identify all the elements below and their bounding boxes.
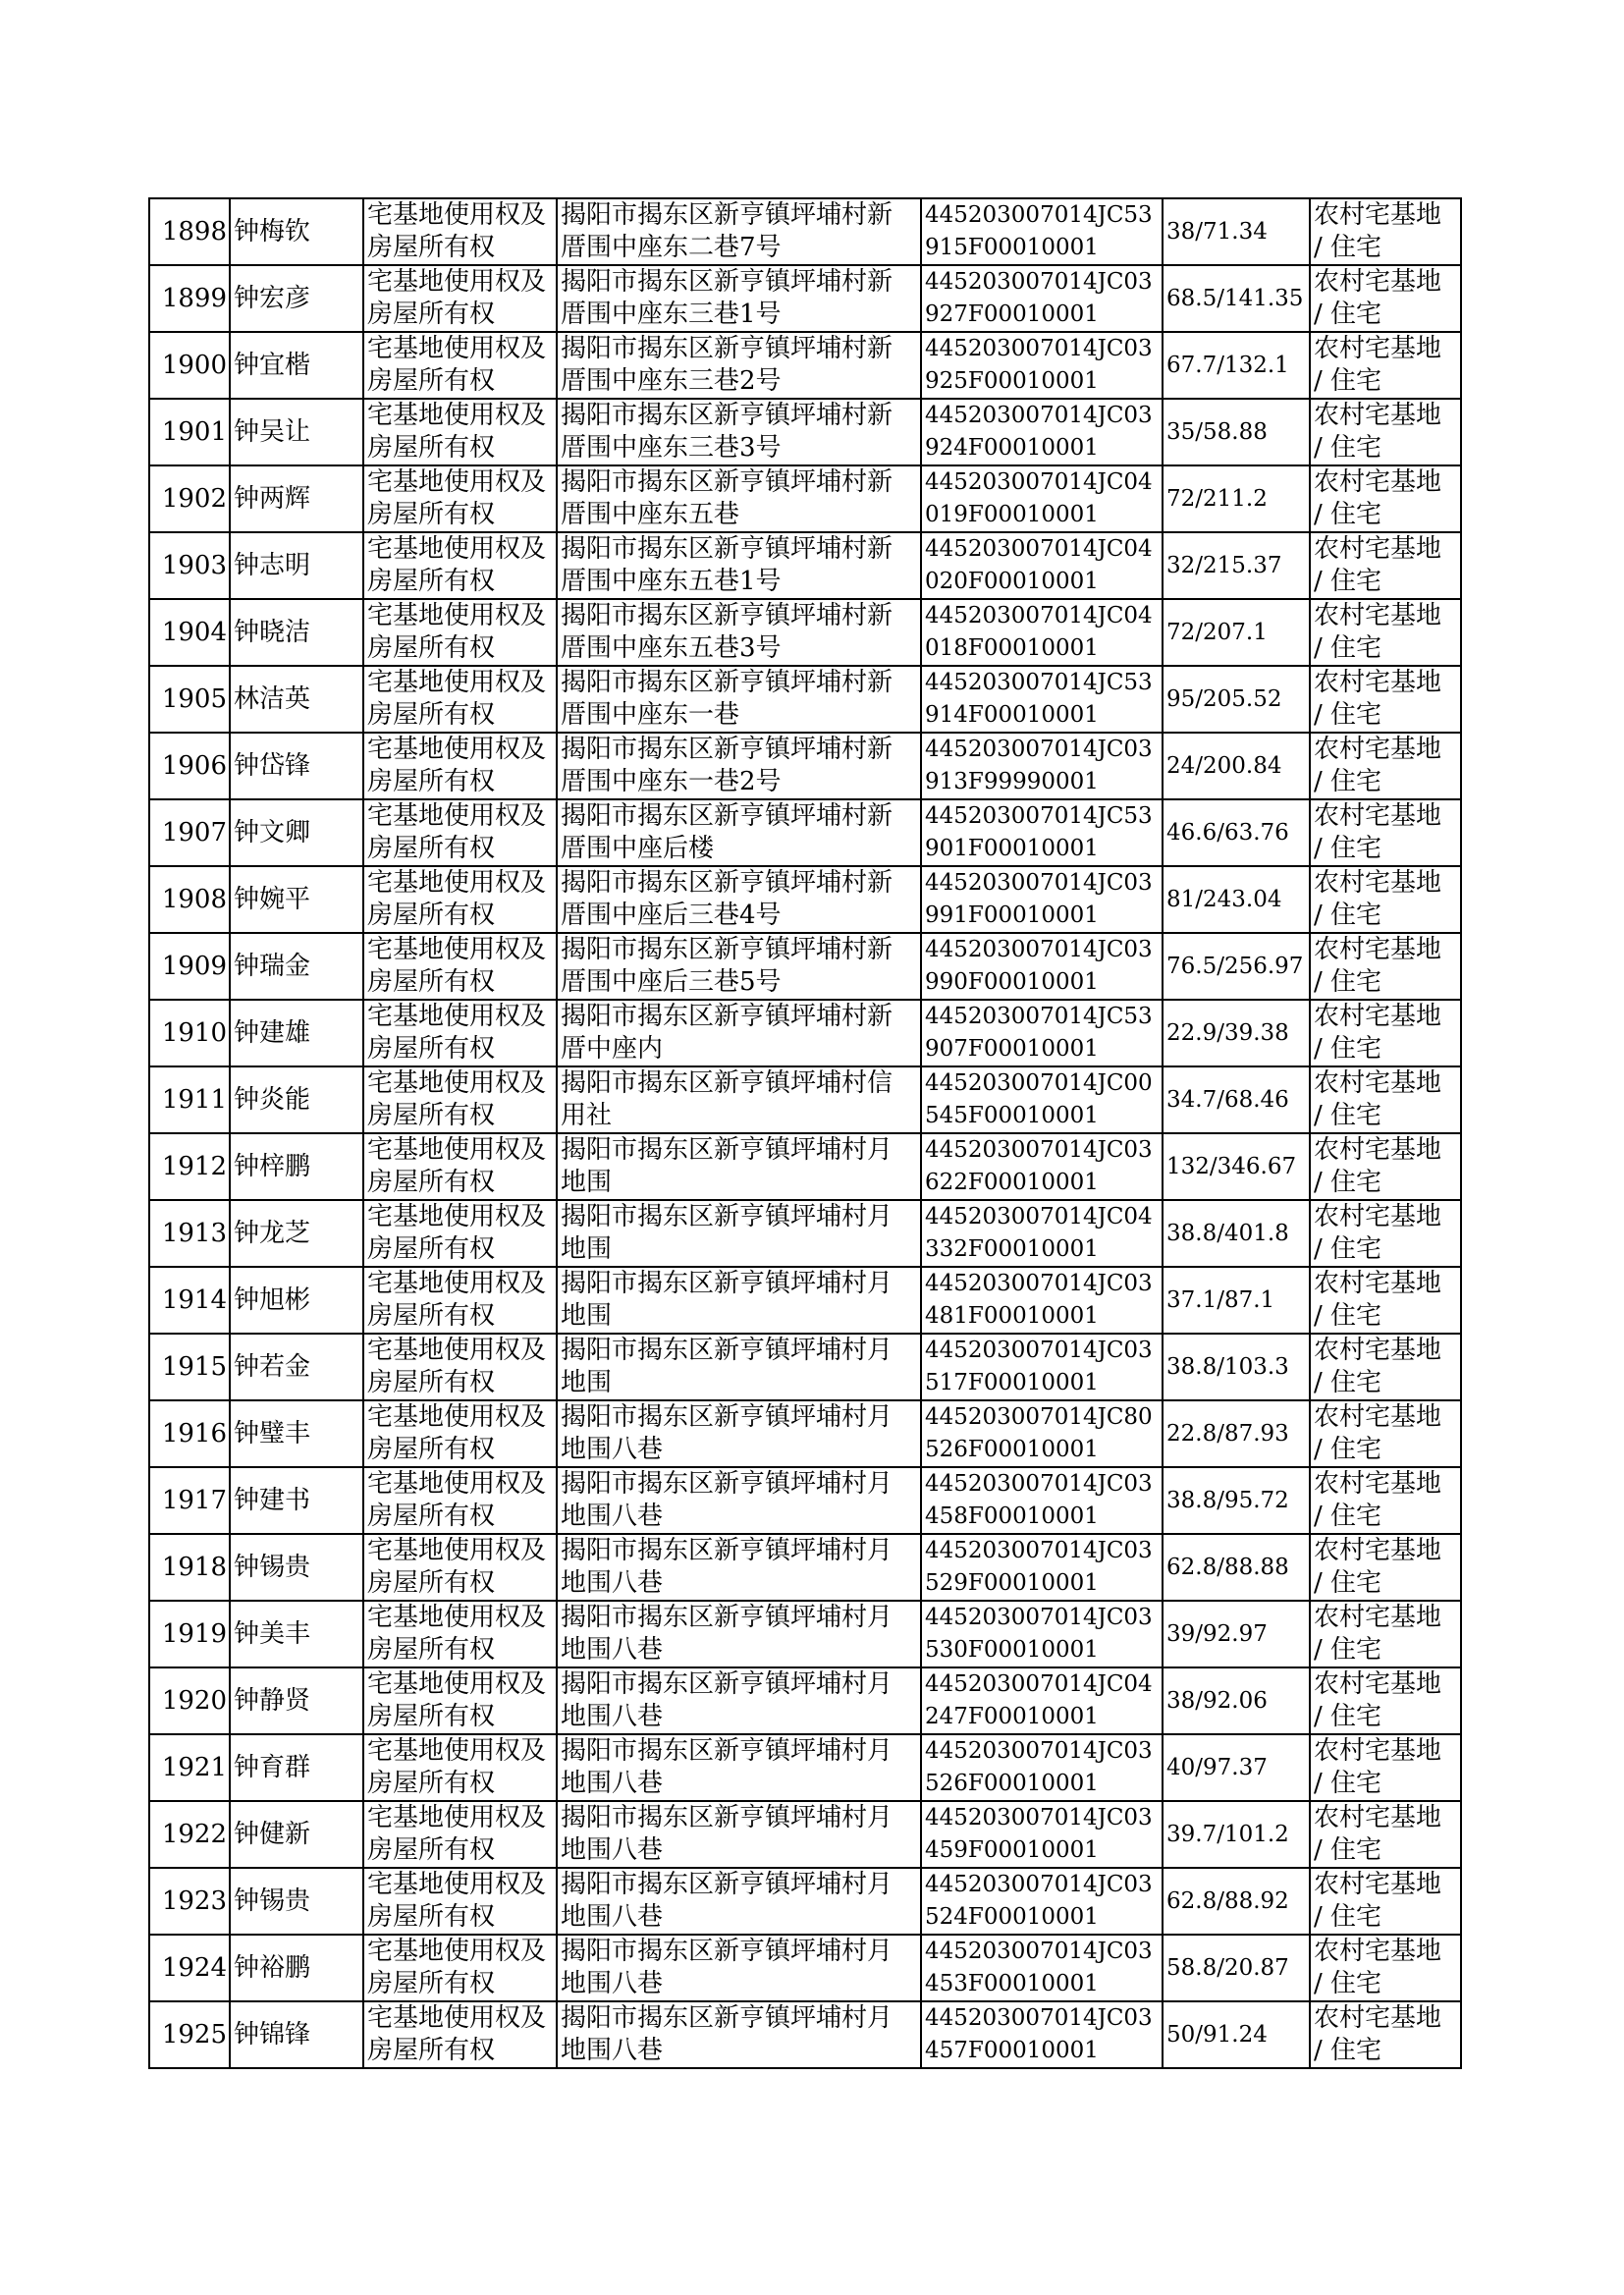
- row-number-cell: 1901: [149, 399, 230, 465]
- property-address-cell: 揭阳市揭东区新亨镇坪埔村月地围: [557, 1267, 921, 1334]
- unit-code-cell: 445203007014JC04020F00010001: [921, 532, 1163, 599]
- area-value-cell: 39/92.97: [1163, 1601, 1310, 1667]
- row-number-cell: 1925: [149, 2001, 230, 2068]
- right-type-cell: 宅基地使用权及房屋所有权: [363, 933, 557, 1000]
- row-number-cell: 1903: [149, 532, 230, 599]
- area-value-cell: 38.8/103.3: [1163, 1334, 1310, 1400]
- right-type-cell: 宅基地使用权及房屋所有权: [363, 198, 557, 265]
- owner-name-cell: 钟若金: [230, 1334, 363, 1400]
- unit-code-cell: 445203007014JC04332F00010001: [921, 1200, 1163, 1267]
- owner-name-cell: 钟建书: [230, 1467, 363, 1534]
- property-address-cell: 揭阳市揭东区新亨镇坪埔村新厝围中座东三巷3号: [557, 399, 921, 465]
- owner-name-cell: 钟旭彬: [230, 1267, 363, 1334]
- land-use-cell: 农村宅基地 / 住宅: [1310, 1467, 1461, 1534]
- area-value-cell: 46.6/63.76: [1163, 799, 1310, 866]
- owner-name-cell: 钟美丰: [230, 1601, 363, 1667]
- owner-name-cell: 钟宜楷: [230, 332, 363, 399]
- row-number-cell: 1924: [149, 1935, 230, 2001]
- area-value-cell: 72/211.2: [1163, 465, 1310, 532]
- table-row: [149, 265, 1461, 332]
- land-use-cell: 农村宅基地 / 住宅: [1310, 1267, 1461, 1334]
- unit-code-cell: 445203007014JC00545F00010001: [921, 1066, 1163, 1133]
- property-address-cell: 揭阳市揭东区新亨镇坪埔村月地围: [557, 1133, 921, 1200]
- row-number-cell: 1906: [149, 733, 230, 799]
- unit-code-cell: 445203007014JC04019F00010001: [921, 465, 1163, 532]
- unit-code-cell: 445203007014JC03458F00010001: [921, 1467, 1163, 1534]
- area-value-cell: 35/58.88: [1163, 399, 1310, 465]
- table-row: [149, 1467, 1461, 1534]
- right-type-cell: 宅基地使用权及房屋所有权: [363, 1200, 557, 1267]
- land-use-cell: 农村宅基地 / 住宅: [1310, 1133, 1461, 1200]
- area-value-cell: 81/243.04: [1163, 866, 1310, 933]
- unit-code-cell: 445203007014JC03529F00010001: [921, 1534, 1163, 1601]
- unit-code-cell: 445203007014JC80526F00010001: [921, 1400, 1163, 1467]
- unit-code-cell: 445203007014JC53914F00010001: [921, 666, 1163, 733]
- area-value-cell: 39.7/101.2: [1163, 1801, 1310, 1868]
- land-use-cell: 农村宅基地 / 住宅: [1310, 1400, 1461, 1467]
- area-value-cell: 38.8/95.72: [1163, 1467, 1310, 1534]
- land-use-cell: 农村宅基地 / 住宅: [1310, 332, 1461, 399]
- land-use-cell: 农村宅基地 / 住宅: [1310, 1200, 1461, 1267]
- property-address-cell: 揭阳市揭东区新亨镇坪埔村月地围: [557, 1200, 921, 1267]
- row-number-cell: 1918: [149, 1534, 230, 1601]
- unit-code-cell: 445203007014JC03991F00010001: [921, 866, 1163, 933]
- property-address-cell: 揭阳市揭东区新亨镇坪埔村月地围八巷: [557, 1601, 921, 1667]
- land-use-cell: 农村宅基地 / 住宅: [1310, 1000, 1461, 1066]
- land-use-cell: 农村宅基地 / 住宅: [1310, 1667, 1461, 1734]
- property-address-cell: 揭阳市揭东区新亨镇坪埔村月地围八巷: [557, 1734, 921, 1801]
- table-row: [149, 1066, 1461, 1133]
- row-number-cell: 1899: [149, 265, 230, 332]
- unit-code-cell: 445203007014JC04247F00010001: [921, 1667, 1163, 1734]
- right-type-cell: 宅基地使用权及房屋所有权: [363, 265, 557, 332]
- area-value-cell: 38/92.06: [1163, 1667, 1310, 1734]
- property-address-cell: 揭阳市揭东区新亨镇坪埔村新厝围中座东五巷3号: [557, 599, 921, 666]
- area-value-cell: 22.8/87.93: [1163, 1400, 1310, 1467]
- owner-name-cell: 钟建雄: [230, 1000, 363, 1066]
- owner-name-cell: 钟锦锋: [230, 2001, 363, 2068]
- area-value-cell: 62.8/88.92: [1163, 1868, 1310, 1935]
- table-row: [149, 465, 1461, 532]
- area-value-cell: 132/346.67: [1163, 1133, 1310, 1200]
- area-value-cell: 32/215.37: [1163, 532, 1310, 599]
- table-row: [149, 1667, 1461, 1734]
- land-use-cell: 农村宅基地 / 住宅: [1310, 1868, 1461, 1935]
- right-type-cell: 宅基地使用权及房屋所有权: [363, 1935, 557, 2001]
- property-address-cell: 揭阳市揭东区新亨镇坪埔村新厝围中座后三巷5号: [557, 933, 921, 1000]
- area-value-cell: 34.7/68.46: [1163, 1066, 1310, 1133]
- area-value-cell: 68.5/141.35: [1163, 265, 1310, 332]
- area-value-cell: 22.9/39.38: [1163, 1000, 1310, 1066]
- owner-name-cell: 钟龙芝: [230, 1200, 363, 1267]
- owner-name-cell: 钟文卿: [230, 799, 363, 866]
- table-row: [149, 1267, 1461, 1334]
- table-row: [149, 1734, 1461, 1801]
- table-row: [149, 1200, 1461, 1267]
- property-rights-table: [148, 197, 1462, 2069]
- unit-code-cell: 445203007014JC03925F00010001: [921, 332, 1163, 399]
- right-type-cell: 宅基地使用权及房屋所有权: [363, 799, 557, 866]
- row-number-cell: 1915: [149, 1334, 230, 1400]
- row-number-cell: 1909: [149, 933, 230, 1000]
- land-use-cell: 农村宅基地 / 住宅: [1310, 866, 1461, 933]
- row-number-cell: 1920: [149, 1667, 230, 1734]
- right-type-cell: 宅基地使用权及房屋所有权: [363, 1868, 557, 1935]
- area-value-cell: 58.8/20.87: [1163, 1935, 1310, 2001]
- owner-name-cell: 钟瑞金: [230, 933, 363, 1000]
- unit-code-cell: 445203007014JC03913F99990001: [921, 733, 1163, 799]
- unit-code-cell: 445203007014JC53907F00010001: [921, 1000, 1163, 1066]
- row-number-cell: 1912: [149, 1133, 230, 1200]
- right-type-cell: 宅基地使用权及房屋所有权: [363, 1467, 557, 1534]
- row-number-cell: 1910: [149, 1000, 230, 1066]
- land-use-cell: 农村宅基地 / 住宅: [1310, 1534, 1461, 1601]
- row-number-cell: 1919: [149, 1601, 230, 1667]
- property-address-cell: 揭阳市揭东区新亨镇坪埔村信用社: [557, 1066, 921, 1133]
- land-use-cell: 农村宅基地 / 住宅: [1310, 399, 1461, 465]
- right-type-cell: 宅基地使用权及房屋所有权: [363, 666, 557, 733]
- owner-name-cell: 钟锡贵: [230, 1868, 363, 1935]
- land-use-cell: 农村宅基地 / 住宅: [1310, 1066, 1461, 1133]
- table-row: [149, 933, 1461, 1000]
- owner-name-cell: 钟吴让: [230, 399, 363, 465]
- row-number-cell: 1904: [149, 599, 230, 666]
- owner-name-cell: 钟璧丰: [230, 1400, 363, 1467]
- property-address-cell: 揭阳市揭东区新亨镇坪埔村新厝围中座东五巷1号: [557, 532, 921, 599]
- area-value-cell: 50/91.24: [1163, 2001, 1310, 2068]
- area-value-cell: 24/200.84: [1163, 733, 1310, 799]
- land-use-cell: 农村宅基地 / 住宅: [1310, 265, 1461, 332]
- land-use-cell: 农村宅基地 / 住宅: [1310, 532, 1461, 599]
- right-type-cell: 宅基地使用权及房屋所有权: [363, 2001, 557, 2068]
- land-use-cell: 农村宅基地 / 住宅: [1310, 799, 1461, 866]
- table-row: [149, 1801, 1461, 1868]
- land-use-cell: 农村宅基地 / 住宅: [1310, 599, 1461, 666]
- row-number-cell: 1921: [149, 1734, 230, 1801]
- table-row: [149, 532, 1461, 599]
- land-use-cell: 农村宅基地 / 住宅: [1310, 733, 1461, 799]
- property-address-cell: 揭阳市揭东区新亨镇坪埔村月地围八巷: [557, 1467, 921, 1534]
- row-number-cell: 1898: [149, 198, 230, 265]
- area-value-cell: 38.8/401.8: [1163, 1200, 1310, 1267]
- property-address-cell: 揭阳市揭东区新亨镇坪埔村月地围八巷: [557, 1400, 921, 1467]
- table-row: [149, 866, 1461, 933]
- row-number-cell: 1916: [149, 1400, 230, 1467]
- unit-code-cell: 445203007014JC53915F00010001: [921, 198, 1163, 265]
- right-type-cell: 宅基地使用权及房屋所有权: [363, 532, 557, 599]
- property-address-cell: 揭阳市揭东区新亨镇坪埔村新厝中座内: [557, 1000, 921, 1066]
- property-address-cell: 揭阳市揭东区新亨镇坪埔村新厝围中座东五巷: [557, 465, 921, 532]
- right-type-cell: 宅基地使用权及房屋所有权: [363, 1000, 557, 1066]
- table-row: [149, 733, 1461, 799]
- land-use-cell: 农村宅基地 / 住宅: [1310, 2001, 1461, 2068]
- property-address-cell: 揭阳市揭东区新亨镇坪埔村月地围八巷: [557, 1801, 921, 1868]
- right-type-cell: 宅基地使用权及房屋所有权: [363, 1534, 557, 1601]
- unit-code-cell: 445203007014JC53901F00010001: [921, 799, 1163, 866]
- land-use-cell: 农村宅基地 / 住宅: [1310, 1935, 1461, 2001]
- owner-name-cell: 钟裕鹏: [230, 1935, 363, 2001]
- owner-name-cell: 钟育群: [230, 1734, 363, 1801]
- table-row: [149, 2001, 1461, 2068]
- owner-name-cell: 钟两辉: [230, 465, 363, 532]
- land-use-cell: 农村宅基地 / 住宅: [1310, 198, 1461, 265]
- property-address-cell: 揭阳市揭东区新亨镇坪埔村月地围八巷: [557, 1935, 921, 2001]
- table-row: [149, 1601, 1461, 1667]
- unit-code-cell: 445203007014JC03924F00010001: [921, 399, 1163, 465]
- unit-code-cell: 445203007014JC03459F00010001: [921, 1801, 1163, 1868]
- right-type-cell: 宅基地使用权及房屋所有权: [363, 599, 557, 666]
- right-type-cell: 宅基地使用权及房屋所有权: [363, 733, 557, 799]
- unit-code-cell: 445203007014JC03517F00010001: [921, 1334, 1163, 1400]
- right-type-cell: 宅基地使用权及房屋所有权: [363, 1667, 557, 1734]
- property-address-cell: 揭阳市揭东区新亨镇坪埔村新厝围中座后楼: [557, 799, 921, 866]
- table-row: [149, 399, 1461, 465]
- table-row: [149, 1000, 1461, 1066]
- unit-code-cell: 445203007014JC04018F00010001: [921, 599, 1163, 666]
- owner-name-cell: 钟健新: [230, 1801, 363, 1868]
- row-number-cell: 1907: [149, 799, 230, 866]
- row-number-cell: 1911: [149, 1066, 230, 1133]
- land-use-cell: 农村宅基地 / 住宅: [1310, 1801, 1461, 1868]
- table-row: [149, 1133, 1461, 1200]
- table-row: [149, 666, 1461, 733]
- unit-code-cell: 445203007014JC03453F00010001: [921, 1935, 1163, 2001]
- area-value-cell: 62.8/88.88: [1163, 1534, 1310, 1601]
- land-use-cell: 农村宅基地 / 住宅: [1310, 1734, 1461, 1801]
- right-type-cell: 宅基地使用权及房屋所有权: [363, 465, 557, 532]
- land-use-cell: 农村宅基地 / 住宅: [1310, 1334, 1461, 1400]
- row-number-cell: 1923: [149, 1868, 230, 1935]
- area-value-cell: 72/207.1: [1163, 599, 1310, 666]
- owner-name-cell: 钟炎能: [230, 1066, 363, 1133]
- property-address-cell: 揭阳市揭东区新亨镇坪埔村新厝围中座后三巷4号: [557, 866, 921, 933]
- unit-code-cell: 445203007014JC03524F00010001: [921, 1868, 1163, 1935]
- property-address-cell: 揭阳市揭东区新亨镇坪埔村新厝围中座东一巷2号: [557, 733, 921, 799]
- row-number-cell: 1908: [149, 866, 230, 933]
- area-value-cell: 76.5/256.97: [1163, 933, 1310, 1000]
- owner-name-cell: 林洁英: [230, 666, 363, 733]
- right-type-cell: 宅基地使用权及房屋所有权: [363, 866, 557, 933]
- owner-name-cell: 钟锡贵: [230, 1534, 363, 1601]
- row-number-cell: 1913: [149, 1200, 230, 1267]
- land-use-cell: 农村宅基地 / 住宅: [1310, 666, 1461, 733]
- property-address-cell: 揭阳市揭东区新亨镇坪埔村月地围八巷: [557, 1534, 921, 1601]
- row-number-cell: 1922: [149, 1801, 230, 1868]
- right-type-cell: 宅基地使用权及房屋所有权: [363, 1801, 557, 1868]
- table-row: [149, 799, 1461, 866]
- unit-code-cell: 445203007014JC03927F00010001: [921, 265, 1163, 332]
- owner-name-cell: 钟婉平: [230, 866, 363, 933]
- right-type-cell: 宅基地使用权及房屋所有权: [363, 1066, 557, 1133]
- area-value-cell: 40/97.37: [1163, 1734, 1310, 1801]
- table-row: [149, 198, 1461, 265]
- land-use-cell: 农村宅基地 / 住宅: [1310, 1601, 1461, 1667]
- land-use-cell: 农村宅基地 / 住宅: [1310, 465, 1461, 532]
- unit-code-cell: 445203007014JC03457F00010001: [921, 2001, 1163, 2068]
- table-body: [149, 198, 1461, 2068]
- table-row: [149, 1935, 1461, 2001]
- right-type-cell: 宅基地使用权及房屋所有权: [363, 1400, 557, 1467]
- property-address-cell: 揭阳市揭东区新亨镇坪埔村月地围八巷: [557, 1868, 921, 1935]
- owner-name-cell: 钟晓洁: [230, 599, 363, 666]
- table-row: [149, 332, 1461, 399]
- property-address-cell: 揭阳市揭东区新亨镇坪埔村月地围八巷: [557, 1667, 921, 1734]
- property-address-cell: 揭阳市揭东区新亨镇坪埔村新厝围中座东二巷7号: [557, 198, 921, 265]
- land-use-cell: 农村宅基地 / 住宅: [1310, 933, 1461, 1000]
- property-address-cell: 揭阳市揭东区新亨镇坪埔村新厝围中座东三巷1号: [557, 265, 921, 332]
- unit-code-cell: 445203007014JC03526F00010001: [921, 1734, 1163, 1801]
- table-row: [149, 1400, 1461, 1467]
- right-type-cell: 宅基地使用权及房屋所有权: [363, 1133, 557, 1200]
- owner-name-cell: 钟静贤: [230, 1667, 363, 1734]
- owner-name-cell: 钟岱锋: [230, 733, 363, 799]
- unit-code-cell: 445203007014JC03990F00010001: [921, 933, 1163, 1000]
- row-number-cell: 1900: [149, 332, 230, 399]
- row-number-cell: 1905: [149, 666, 230, 733]
- property-address-cell: 揭阳市揭东区新亨镇坪埔村月地围: [557, 1334, 921, 1400]
- unit-code-cell: 445203007014JC03481F00010001: [921, 1267, 1163, 1334]
- area-value-cell: 67.7/132.1: [1163, 332, 1310, 399]
- property-address-cell: 揭阳市揭东区新亨镇坪埔村新厝围中座东三巷2号: [557, 332, 921, 399]
- owner-name-cell: 钟梓鹏: [230, 1133, 363, 1200]
- table-row: [149, 1534, 1461, 1601]
- owner-name-cell: 钟梅钦: [230, 198, 363, 265]
- right-type-cell: 宅基地使用权及房屋所有权: [363, 1334, 557, 1400]
- row-number-cell: 1914: [149, 1267, 230, 1334]
- right-type-cell: 宅基地使用权及房屋所有权: [363, 332, 557, 399]
- property-address-cell: 揭阳市揭东区新亨镇坪埔村新厝围中座东一巷: [557, 666, 921, 733]
- owner-name-cell: 钟志明: [230, 532, 363, 599]
- unit-code-cell: 445203007014JC03530F00010001: [921, 1601, 1163, 1667]
- owner-name-cell: 钟宏彦: [230, 265, 363, 332]
- area-value-cell: 38/71.34: [1163, 198, 1310, 265]
- right-type-cell: 宅基地使用权及房屋所有权: [363, 1734, 557, 1801]
- table-row: [149, 599, 1461, 666]
- table-row: [149, 1868, 1461, 1935]
- row-number-cell: 1917: [149, 1467, 230, 1534]
- property-address-cell: 揭阳市揭东区新亨镇坪埔村月地围八巷: [557, 2001, 921, 2068]
- row-number-cell: 1902: [149, 465, 230, 532]
- area-value-cell: 37.1/87.1: [1163, 1267, 1310, 1334]
- area-value-cell: 95/205.52: [1163, 666, 1310, 733]
- right-type-cell: 宅基地使用权及房屋所有权: [363, 399, 557, 465]
- right-type-cell: 宅基地使用权及房屋所有权: [363, 1267, 557, 1334]
- table-row: [149, 1334, 1461, 1400]
- unit-code-cell: 445203007014JC03622F00010001: [921, 1133, 1163, 1200]
- right-type-cell: 宅基地使用权及房屋所有权: [363, 1601, 557, 1667]
